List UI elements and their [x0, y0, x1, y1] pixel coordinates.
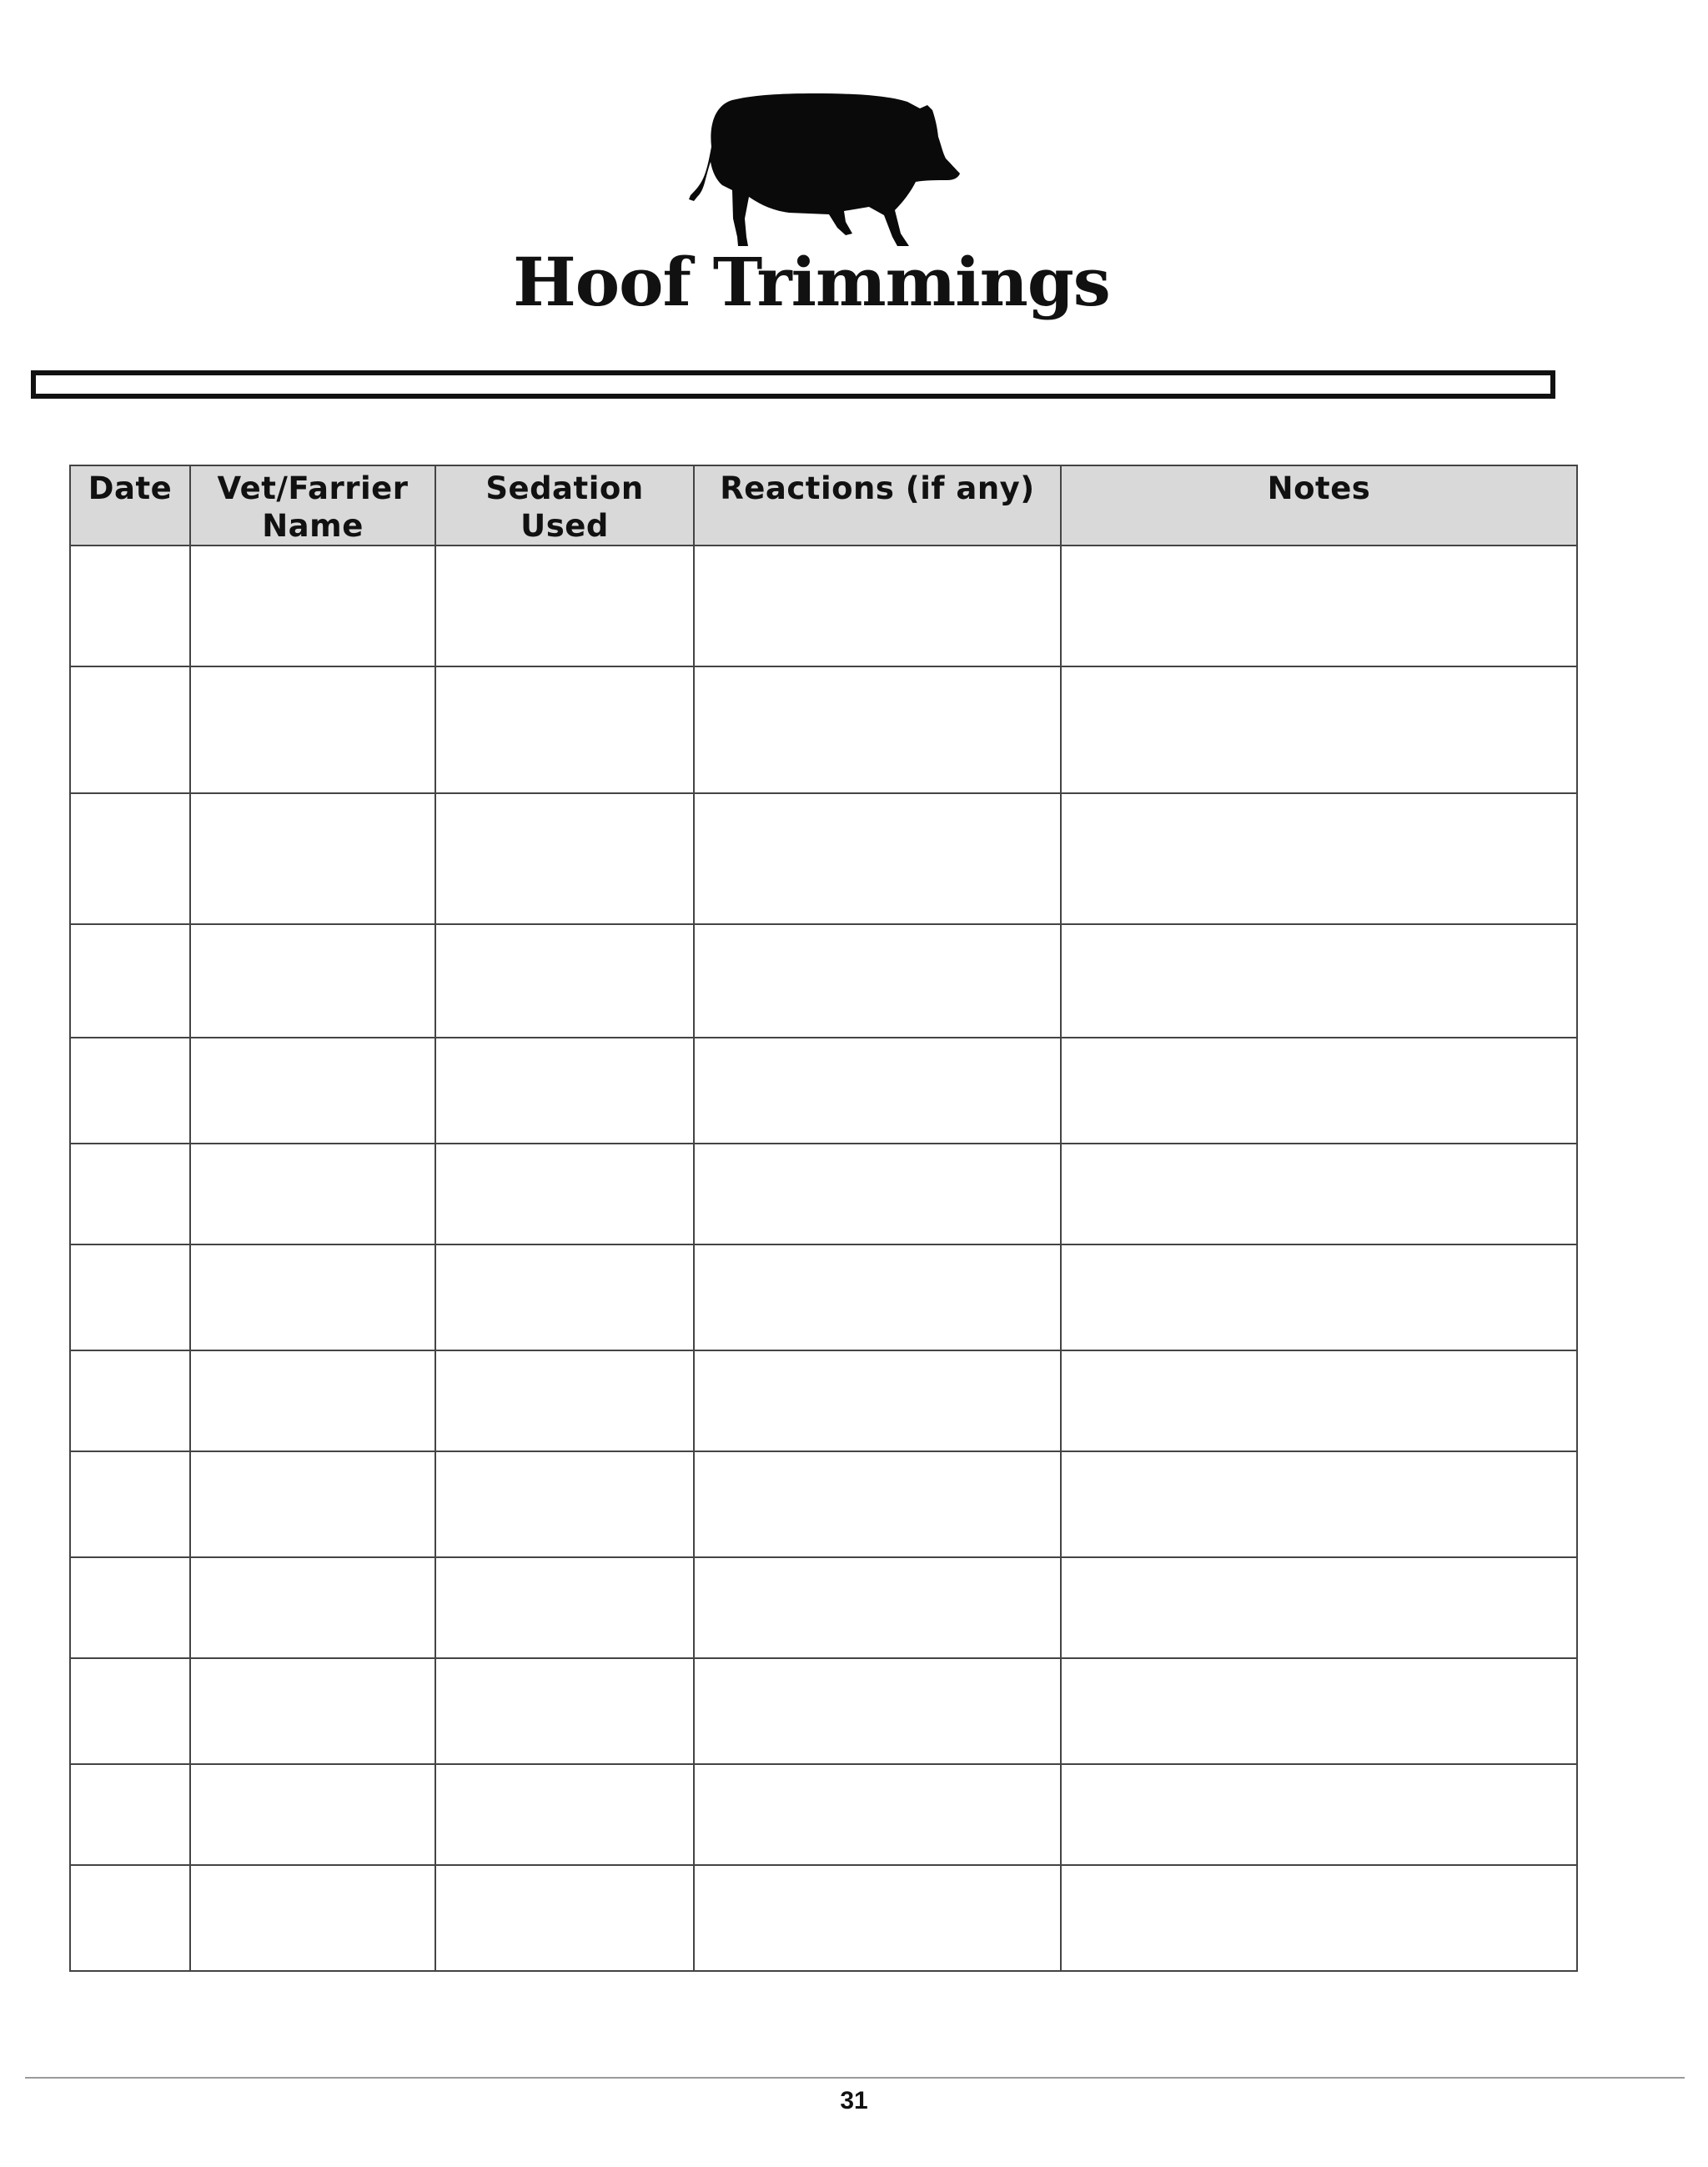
- reactions-cell[interactable]: [694, 1557, 1061, 1658]
- table-row: [70, 1350, 1577, 1451]
- notes-cell[interactable]: [1061, 1350, 1577, 1451]
- column-header-reactions: Reactions (if any): [694, 465, 1061, 546]
- reactions-cell[interactable]: [694, 1865, 1061, 1971]
- date-cell[interactable]: [70, 666, 190, 793]
- date-cell[interactable]: [70, 546, 190, 666]
- notes-cell[interactable]: [1061, 1038, 1577, 1144]
- vet-farrier-name-cell[interactable]: [190, 546, 435, 666]
- table-row: [70, 1764, 1577, 1865]
- date-cell[interactable]: [70, 1658, 190, 1764]
- date-cell[interactable]: [70, 1244, 190, 1350]
- table-row: [70, 793, 1577, 924]
- sedation-used-cell[interactable]: [435, 1144, 694, 1244]
- table-row: [70, 1144, 1577, 1244]
- sedation-used-cell[interactable]: [435, 1764, 694, 1865]
- table-row: [70, 666, 1577, 793]
- notes-cell[interactable]: [1061, 546, 1577, 666]
- vet-farrier-name-cell[interactable]: [190, 1244, 435, 1350]
- table-row: [70, 546, 1577, 666]
- sedation-used-cell[interactable]: [435, 1038, 694, 1144]
- sedation-used-cell[interactable]: [435, 546, 694, 666]
- name-input-box[interactable]: [31, 370, 1555, 399]
- sedation-used-cell[interactable]: [435, 666, 694, 793]
- notes-cell[interactable]: [1061, 666, 1577, 793]
- vet-farrier-name-cell[interactable]: [190, 1764, 435, 1865]
- table-row: [70, 1865, 1577, 1971]
- vet-farrier-name-cell[interactable]: [190, 1451, 435, 1557]
- date-cell[interactable]: [70, 1451, 190, 1557]
- reactions-cell[interactable]: [694, 1144, 1061, 1244]
- reactions-cell[interactable]: [694, 1764, 1061, 1865]
- vet-farrier-name-cell[interactable]: [190, 924, 435, 1038]
- notes-cell[interactable]: [1061, 1658, 1577, 1764]
- reactions-cell[interactable]: [694, 793, 1061, 924]
- table-row: [70, 1038, 1577, 1144]
- notes-cell[interactable]: [1061, 924, 1577, 1038]
- notes-cell[interactable]: [1061, 1865, 1577, 1971]
- reactions-cell[interactable]: [694, 1350, 1061, 1451]
- page-title: Hoof Trimmings: [513, 243, 1110, 321]
- table-row: [70, 1658, 1577, 1764]
- reactions-cell[interactable]: [694, 1038, 1061, 1144]
- page-number: 31: [840, 2087, 868, 2114]
- vet-farrier-name-cell[interactable]: [190, 666, 435, 793]
- reactions-cell[interactable]: [694, 1451, 1061, 1557]
- vet-farrier-name-cell[interactable]: [190, 1557, 435, 1658]
- sedation-used-cell[interactable]: [435, 924, 694, 1038]
- column-header-date: Date: [70, 465, 190, 546]
- reactions-cell[interactable]: [694, 546, 1061, 666]
- notes-cell[interactable]: [1061, 1451, 1577, 1557]
- notes-cell[interactable]: [1061, 1557, 1577, 1658]
- sedation-used-cell[interactable]: [435, 1865, 694, 1971]
- reactions-cell[interactable]: [694, 1658, 1061, 1764]
- date-cell[interactable]: [70, 1144, 190, 1244]
- vet-farrier-name-cell[interactable]: [190, 1658, 435, 1764]
- notes-cell[interactable]: [1061, 793, 1577, 924]
- vet-farrier-name-cell[interactable]: [190, 1144, 435, 1244]
- date-cell[interactable]: [70, 1350, 190, 1451]
- reactions-cell[interactable]: [694, 924, 1061, 1038]
- table-row: [70, 924, 1577, 1038]
- date-cell[interactable]: [70, 1764, 190, 1865]
- reactions-cell[interactable]: [694, 666, 1061, 793]
- date-cell[interactable]: [70, 1557, 190, 1658]
- footer-divider: [25, 2077, 1685, 2079]
- sedation-used-cell[interactable]: [435, 1557, 694, 1658]
- vet-farrier-name-cell[interactable]: [190, 793, 435, 924]
- reactions-cell[interactable]: [694, 1244, 1061, 1350]
- vet-farrier-name-cell[interactable]: [190, 1350, 435, 1451]
- sedation-used-cell[interactable]: [435, 793, 694, 924]
- column-header-vet-farrier-name: Vet/Farrier Name: [190, 465, 435, 546]
- notes-cell[interactable]: [1061, 1144, 1577, 1244]
- column-header-notes: Notes: [1061, 465, 1577, 546]
- date-cell[interactable]: [70, 1865, 190, 1971]
- table-header-row: [70, 465, 1577, 546]
- date-cell[interactable]: [70, 924, 190, 1038]
- date-cell[interactable]: [70, 1038, 190, 1144]
- table-row: [70, 1557, 1577, 1658]
- sedation-used-cell[interactable]: [435, 1244, 694, 1350]
- table-row: [70, 1451, 1577, 1557]
- date-cell[interactable]: [70, 793, 190, 924]
- notes-cell[interactable]: [1061, 1764, 1577, 1865]
- vet-farrier-name-cell[interactable]: [190, 1865, 435, 1971]
- pig-silhouette-icon: [689, 93, 964, 247]
- sedation-used-cell[interactable]: [435, 1350, 694, 1451]
- vet-farrier-name-cell[interactable]: [190, 1038, 435, 1144]
- table-row: [70, 1244, 1577, 1350]
- notes-cell[interactable]: [1061, 1244, 1577, 1350]
- sedation-used-cell[interactable]: [435, 1658, 694, 1764]
- column-header-sedation-used: Sedation Used: [435, 465, 694, 546]
- hoof-trimming-log-table: [69, 465, 1578, 1972]
- sedation-used-cell[interactable]: [435, 1451, 694, 1557]
